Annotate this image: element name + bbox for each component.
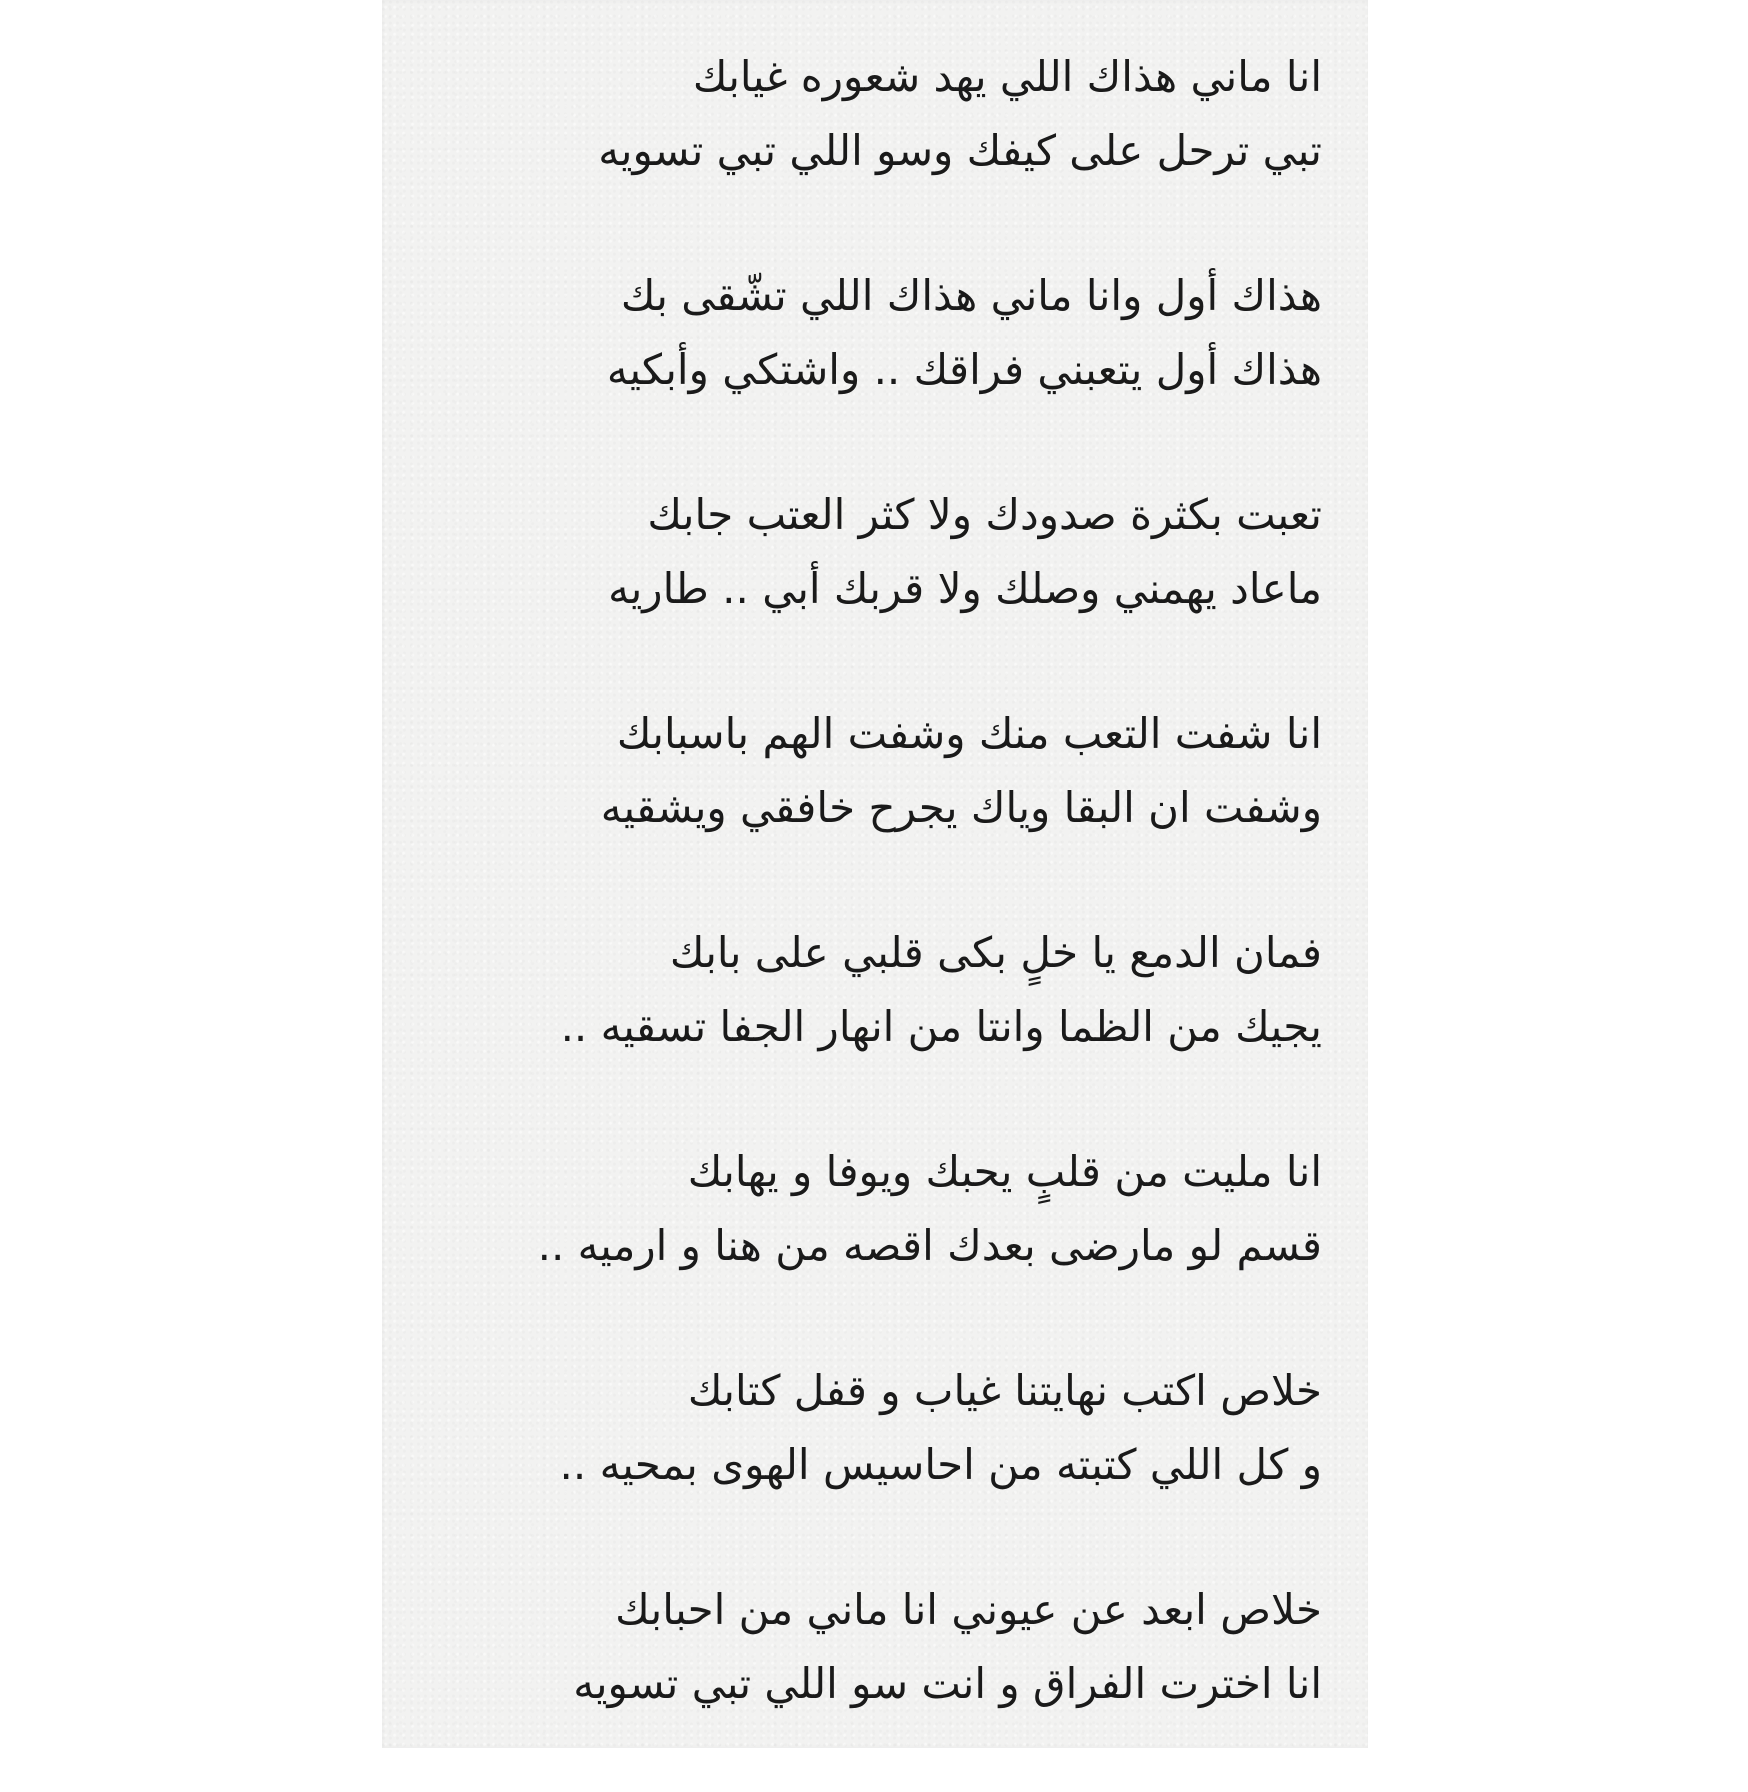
stanza <box>422 916 1322 1135</box>
verse-line: ماعاد يهمني وصلك ولا قربك أبي .. طاريه <box>608 564 1322 613</box>
verse-line: انا ماني هذاك اللي يهد شعوره غيابك <box>692 52 1322 101</box>
poem-text <box>422 40 1322 1792</box>
paper-background <box>382 0 1368 1748</box>
verse-line: هذاك أول يتعبني فراقك .. واشتكي وأبكيه <box>606 345 1322 394</box>
verse-line: تعبت بكثرة صدودك ولا كثر العتب جابك <box>647 490 1322 539</box>
verse-line: و كل اللي كتبته من احاسيس الهوى بمحيه .. <box>559 1440 1322 1489</box>
verse-line: تبي ترحل على كيفك وسو اللي تبي تسويه <box>598 126 1322 175</box>
stanza <box>422 697 1322 916</box>
verse-line: خلاص اكتب نهايتنا غياب و قفل كتابك <box>687 1366 1322 1415</box>
verse-line: خلاص ابعد عن عيوني انا ماني من احبابك <box>615 1585 1322 1634</box>
verse-line: انا شفت التعب منك وشفت الهم باسبابك <box>616 709 1322 758</box>
verse-line: هذاك أول وانا ماني هذاك اللي تشّقى بك <box>620 271 1322 320</box>
verse-line: يجيك من الظما وانتا من انهار الجفا تسقيه .. <box>560 1002 1322 1051</box>
verse-line: قسم لو مارضى بعدك اقصه من هنا و ارميه .. <box>537 1221 1322 1270</box>
verse-line: فمان الدمع يا خلٍ بكى قلبي على بابك <box>669 928 1322 977</box>
stanza <box>422 1573 1322 1792</box>
stanza <box>422 259 1322 478</box>
stanza <box>422 478 1322 697</box>
stanza <box>422 1135 1322 1354</box>
stanza <box>422 1354 1322 1573</box>
verse-line: انا اخترت الفراق و انت سو اللي تبي تسويه <box>573 1659 1322 1708</box>
verse-line: وشفت ان البقا وياك يجرح خافقي ويشقيه <box>600 783 1322 832</box>
stanza <box>422 40 1322 259</box>
verse-line: انا مليت من قلبٍ يحبك ويوفا و يهابك <box>687 1147 1322 1196</box>
